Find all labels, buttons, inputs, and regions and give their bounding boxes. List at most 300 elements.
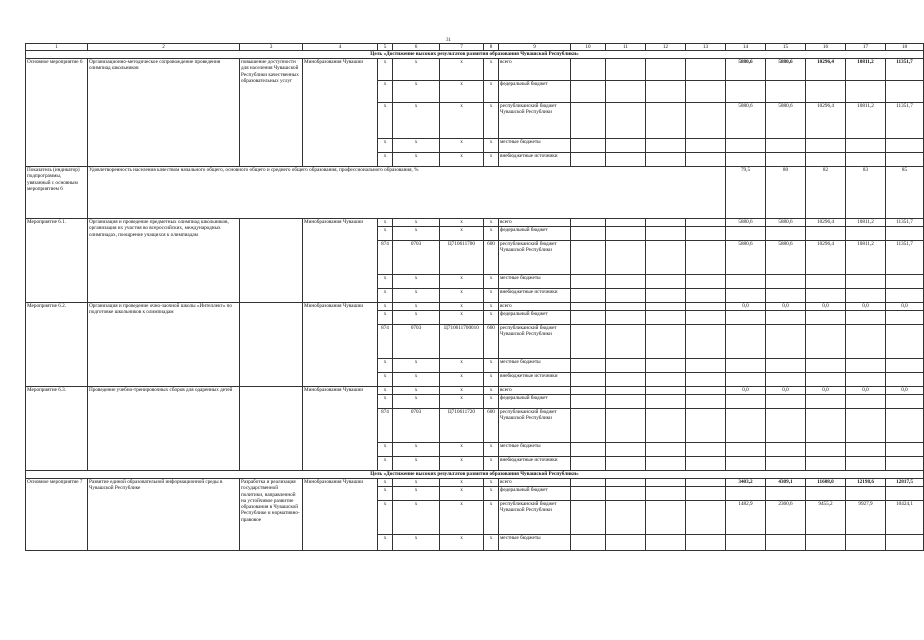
funding-amount	[846, 443, 886, 457]
empty-year-cell	[571, 275, 606, 289]
budget-code: x	[484, 457, 499, 471]
budget-code: x	[378, 479, 393, 487]
empty-year-cell	[686, 457, 726, 471]
funding-amount	[766, 325, 806, 359]
budget-code: x	[440, 487, 484, 501]
funding-source: республиканский бюджет Чувашской Республики	[499, 409, 571, 443]
empty-year-cell	[606, 227, 646, 241]
budget-code: 0703	[393, 325, 440, 359]
budget-code: x	[378, 487, 393, 501]
budget-code: x	[378, 457, 393, 471]
funding-amount: 10296,4	[806, 241, 846, 275]
funding-amount	[726, 81, 766, 103]
budget-code: x	[440, 387, 484, 395]
column-number: 10	[571, 44, 606, 51]
funding-amount	[806, 139, 846, 153]
budget-code: x	[393, 227, 440, 241]
funding-source: федеральный бюджет	[499, 81, 571, 103]
empty-year-cell	[571, 81, 606, 103]
budget-code: x	[378, 443, 393, 457]
finance-row	[26, 219, 924, 227]
funding-amount	[846, 289, 886, 303]
funding-source: местные бюджеты	[499, 535, 571, 551]
indicator-label: Показатель (индикатор) подпрограммы, увязанный с основным мероприятием 6	[26, 167, 88, 219]
funding-amount: 5880,6	[726, 219, 766, 227]
funding-amount	[766, 535, 806, 551]
funding-amount	[766, 359, 806, 373]
funding-amount	[806, 311, 846, 325]
empty-year-cell	[571, 289, 606, 303]
funding-amount: 1482,9	[726, 501, 766, 535]
responsible-executor: Минобразования Чувашии	[303, 479, 378, 551]
budget-code: x	[378, 275, 393, 289]
budget-code: x	[440, 443, 484, 457]
funding-amount: 11351,7	[886, 59, 924, 81]
funding-amount	[846, 457, 886, 471]
budget-code: 874	[378, 409, 393, 443]
funding-amount	[846, 227, 886, 241]
funding-source: республиканский бюджет Чувашской Республики	[499, 501, 571, 535]
budget-code: x	[484, 487, 499, 501]
funding-amount	[846, 535, 886, 551]
budget-code: x	[484, 275, 499, 289]
funding-amount	[846, 409, 886, 443]
funding-amount: 11608,0	[806, 479, 846, 487]
activity-name: Организация и проведение очно-заочной школы «Интеллект» по подготовке школьников к олимпиадам	[88, 303, 240, 387]
funding-amount	[806, 289, 846, 303]
budget-code: 600	[484, 241, 499, 275]
budget-code: x	[484, 443, 499, 457]
budget-code: x	[393, 535, 440, 551]
empty-year-cell	[646, 479, 686, 487]
budget-code: x	[484, 311, 499, 325]
column-number: 2	[88, 44, 240, 51]
empty-year-cell	[606, 443, 646, 457]
funding-amount	[726, 395, 766, 409]
finance-row	[26, 59, 924, 81]
funding-source: всего	[499, 387, 571, 395]
funding-amount: 0,0	[846, 387, 886, 395]
empty-year-cell	[606, 373, 646, 387]
funding-amount: 11351,7	[886, 219, 924, 227]
empty-year-cell	[571, 227, 606, 241]
empty-year-cell	[606, 409, 646, 443]
funding-amount	[766, 395, 806, 409]
budget-code: x	[378, 359, 393, 373]
empty-year-cell	[686, 359, 726, 373]
budget-code: x	[393, 487, 440, 501]
funding-amount: 10811,2	[846, 59, 886, 81]
empty-year-cell	[686, 387, 726, 395]
budget-code: x	[378, 227, 393, 241]
budget-code: x	[440, 219, 484, 227]
funding-amount	[846, 153, 886, 167]
indicator-description: Удовлетворенность населения качеством начального общего, основного общего и среднего общего образования, профессионального образования, %	[88, 167, 726, 219]
funding-amount	[886, 443, 924, 457]
empty-year-cell	[606, 395, 646, 409]
funding-amount	[886, 275, 924, 289]
funding-amount	[806, 373, 846, 387]
column-number: 16	[806, 44, 846, 51]
empty-year-cell	[571, 409, 606, 443]
funding-amount	[726, 227, 766, 241]
activity-goal	[240, 303, 303, 387]
budget-code: Ц710611700010	[440, 325, 484, 359]
funding-amount: 0,0	[806, 303, 846, 311]
funding-amount	[766, 457, 806, 471]
empty-year-cell	[686, 103, 726, 139]
funding-amount: 5880,6	[726, 241, 766, 275]
funding-amount: 9455,2	[806, 501, 846, 535]
budget-code: x	[393, 479, 440, 487]
budget-code: x	[484, 387, 499, 395]
budget-code: 874	[378, 241, 393, 275]
empty-year-cell	[606, 219, 646, 227]
empty-year-cell	[571, 387, 606, 395]
budget-code: x	[484, 303, 499, 311]
page-number: 31	[446, 38, 451, 43]
funding-amount	[806, 227, 846, 241]
indicator-value: 82	[806, 167, 846, 219]
funding-amount	[766, 139, 806, 153]
empty-year-cell	[571, 395, 606, 409]
funding-amount: 3403,2	[726, 479, 766, 487]
empty-year-cell	[571, 487, 606, 501]
funding-amount	[886, 139, 924, 153]
budget-code: x	[393, 103, 440, 139]
goal-row	[26, 51, 924, 59]
activity-goal: Разработка и реализация государственной политики, направленной на устойчивое развитие образования в Чувашской Республике и нормативно-правовое	[240, 479, 303, 551]
responsible-executor: Минобразования Чувашии	[303, 387, 378, 471]
column-number: 11	[606, 44, 646, 51]
funding-amount: 0,0	[766, 303, 806, 311]
funding-source: внебюджетные источники	[499, 289, 571, 303]
budget-code: x	[484, 501, 499, 535]
funding-amount	[726, 289, 766, 303]
empty-year-cell	[686, 479, 726, 487]
budget-code: x	[378, 535, 393, 551]
budget-code: x	[440, 153, 484, 167]
funding-amount: 5880,6	[766, 103, 806, 139]
activity-number: Основное мероприятие 6	[26, 59, 88, 167]
budget-code: x	[440, 359, 484, 373]
funding-amount: 10296,4	[806, 103, 846, 139]
budget-code: x	[440, 139, 484, 153]
funding-amount	[806, 153, 846, 167]
budget-code: x	[393, 395, 440, 409]
column-number: 5	[378, 44, 393, 51]
budget-code: x	[393, 387, 440, 395]
empty-year-cell	[571, 325, 606, 359]
empty-year-cell	[686, 219, 726, 227]
funding-amount: 5880,6	[766, 219, 806, 227]
funding-amount: 2360,6	[766, 501, 806, 535]
empty-year-cell	[686, 139, 726, 153]
activity-number: Основное мероприятие 7	[26, 479, 88, 551]
funding-source: всего	[499, 303, 571, 311]
budget-code: Ц710611700	[440, 241, 484, 275]
empty-year-cell	[646, 241, 686, 275]
funding-amount: 12817,5	[886, 479, 924, 487]
budget-code: x	[440, 535, 484, 551]
budget-code: x	[484, 289, 499, 303]
indicator-value: 85	[886, 167, 924, 219]
funding-amount	[806, 395, 846, 409]
funding-amount	[846, 275, 886, 289]
budget-code: x	[440, 303, 484, 311]
funding-amount	[726, 311, 766, 325]
funding-source: всего	[499, 59, 571, 81]
empty-year-cell	[606, 535, 646, 551]
responsible-executor: Минобразования Чувашии	[303, 59, 378, 167]
funding-amount	[886, 457, 924, 471]
empty-year-cell	[686, 487, 726, 501]
empty-year-cell	[606, 289, 646, 303]
responsible-executor: Минобразования Чувашии	[303, 303, 378, 387]
funding-amount	[766, 289, 806, 303]
empty-year-cell	[606, 387, 646, 395]
funding-amount	[806, 443, 846, 457]
funding-source: республиканский бюджет Чувашской Республики	[499, 325, 571, 359]
column-number: 7	[440, 44, 484, 51]
budget-code: x	[378, 219, 393, 227]
budget-code: x	[484, 139, 499, 153]
budget-code: x	[393, 289, 440, 303]
finance-row	[26, 479, 924, 487]
budget-code: x	[440, 103, 484, 139]
budget-code: x	[378, 81, 393, 103]
budget-code: x	[484, 535, 499, 551]
budget-code: x	[393, 139, 440, 153]
empty-year-cell	[646, 59, 686, 81]
budget-code: x	[440, 395, 484, 409]
empty-year-cell	[686, 81, 726, 103]
empty-year-cell	[646, 275, 686, 289]
empty-year-cell	[686, 275, 726, 289]
empty-year-cell	[646, 289, 686, 303]
funding-amount	[886, 487, 924, 501]
funding-amount: 0,0	[726, 303, 766, 311]
funding-amount	[726, 139, 766, 153]
funding-amount	[846, 139, 886, 153]
budget-code: x	[393, 359, 440, 373]
empty-year-cell	[686, 241, 726, 275]
funding-amount	[846, 395, 886, 409]
budget-code: x	[378, 59, 393, 81]
funding-amount	[806, 325, 846, 359]
funding-amount	[766, 275, 806, 289]
empty-year-cell	[571, 153, 606, 167]
empty-year-cell	[686, 153, 726, 167]
column-number: 3	[240, 44, 303, 51]
empty-year-cell	[686, 59, 726, 81]
budget-code: x	[484, 373, 499, 387]
funding-amount	[846, 359, 886, 373]
funding-amount	[886, 373, 924, 387]
column-number: 9	[499, 44, 571, 51]
empty-year-cell	[646, 359, 686, 373]
funding-amount	[886, 311, 924, 325]
funding-amount	[726, 443, 766, 457]
indicator-row	[26, 167, 924, 219]
budget-code: x	[484, 81, 499, 103]
funding-amount	[846, 81, 886, 103]
activity-goal	[240, 387, 303, 471]
budget-code: x	[484, 153, 499, 167]
budget-code: x	[378, 139, 393, 153]
empty-year-cell	[571, 241, 606, 275]
budget-code: x	[393, 501, 440, 535]
funding-amount: 12198,6	[846, 479, 886, 487]
empty-year-cell	[686, 395, 726, 409]
budget-code: x	[393, 59, 440, 81]
budget-code: x	[440, 373, 484, 387]
funding-amount: 5880,6	[726, 103, 766, 139]
funding-source: федеральный бюджет	[499, 487, 571, 501]
funding-amount	[846, 487, 886, 501]
funding-amount	[886, 395, 924, 409]
funding-amount	[806, 487, 846, 501]
budget-code: x	[393, 443, 440, 457]
empty-year-cell	[571, 373, 606, 387]
budget-code: x	[484, 103, 499, 139]
empty-year-cell	[571, 59, 606, 81]
budget-code: x	[393, 153, 440, 167]
funding-amount	[726, 153, 766, 167]
budget-code: 600	[484, 325, 499, 359]
empty-year-cell	[606, 103, 646, 139]
funding-amount	[806, 81, 846, 103]
funding-amount	[726, 275, 766, 289]
funding-source: федеральный бюджет	[499, 227, 571, 241]
budget-code: x	[440, 59, 484, 81]
funding-amount	[766, 81, 806, 103]
funding-amount: 9927,9	[846, 501, 886, 535]
program-table	[25, 43, 924, 551]
funding-amount: 0,0	[806, 387, 846, 395]
empty-year-cell	[646, 409, 686, 443]
funding-amount	[886, 409, 924, 443]
indicator-value: 83	[846, 167, 886, 219]
funding-amount	[766, 487, 806, 501]
budget-code: x	[484, 479, 499, 487]
funding-amount: 10424,1	[886, 501, 924, 535]
funding-amount	[726, 487, 766, 501]
empty-year-cell	[606, 275, 646, 289]
empty-year-cell	[686, 501, 726, 535]
empty-year-cell	[606, 457, 646, 471]
column-number: 18	[886, 44, 924, 51]
empty-year-cell	[571, 479, 606, 487]
column-number: 12	[646, 44, 686, 51]
empty-year-cell	[646, 325, 686, 359]
funding-amount	[766, 227, 806, 241]
column-number: 4	[303, 44, 378, 51]
funding-amount	[846, 325, 886, 359]
funding-source: федеральный бюджет	[499, 311, 571, 325]
column-number-row	[26, 44, 924, 51]
budget-code: x	[484, 395, 499, 409]
empty-year-cell	[571, 219, 606, 227]
budget-code: x	[378, 303, 393, 311]
funding-amount: 0,0	[846, 303, 886, 311]
funding-amount	[726, 535, 766, 551]
empty-year-cell	[646, 387, 686, 395]
goal-title: Цель «Достижение высоких результатов развития образования Чувашской Республики»	[26, 51, 924, 59]
empty-year-cell	[686, 443, 726, 457]
column-number: 6	[393, 44, 440, 51]
funding-amount	[886, 81, 924, 103]
budget-code: x	[393, 457, 440, 471]
budget-code: x	[440, 311, 484, 325]
funding-source: местные бюджеты	[499, 275, 571, 289]
funding-amount	[846, 311, 886, 325]
funding-amount	[886, 153, 924, 167]
budget-code: x	[484, 359, 499, 373]
funding-amount	[886, 535, 924, 551]
funding-amount	[726, 457, 766, 471]
empty-year-cell	[646, 535, 686, 551]
budget-code: x	[393, 311, 440, 325]
empty-year-cell	[606, 479, 646, 487]
empty-year-cell	[606, 153, 646, 167]
funding-source: местные бюджеты	[499, 359, 571, 373]
funding-amount	[886, 227, 924, 241]
empty-year-cell	[606, 59, 646, 81]
budget-code: x	[393, 373, 440, 387]
budget-code: x	[378, 501, 393, 535]
empty-year-cell	[606, 311, 646, 325]
funding-amount	[766, 409, 806, 443]
budget-code: x	[484, 59, 499, 81]
column-number: 17	[846, 44, 886, 51]
funding-amount	[806, 409, 846, 443]
empty-year-cell	[646, 103, 686, 139]
funding-amount: 0,0	[766, 387, 806, 395]
funding-amount	[766, 153, 806, 167]
empty-year-cell	[646, 395, 686, 409]
funding-amount: 5880,6	[766, 59, 806, 81]
budget-code: x	[378, 153, 393, 167]
goal-title: Цель «Достижение высоких результатов развития образования Чувашской Республики»	[26, 471, 924, 479]
budget-code: 0703	[393, 241, 440, 275]
funding-amount: 11351,7	[886, 103, 924, 139]
funding-amount: 0,0	[726, 387, 766, 395]
empty-year-cell	[606, 81, 646, 103]
empty-year-cell	[646, 303, 686, 311]
column-number: 15	[766, 44, 806, 51]
funding-amount	[766, 443, 806, 457]
finance-row	[26, 387, 924, 395]
funding-source: местные бюджеты	[499, 443, 571, 457]
budget-code: x	[378, 395, 393, 409]
funding-amount	[806, 359, 846, 373]
empty-year-cell	[571, 443, 606, 457]
empty-year-cell	[686, 325, 726, 359]
funding-amount	[726, 373, 766, 387]
empty-year-cell	[571, 103, 606, 139]
funding-source: республиканский бюджет Чувашской Республики	[499, 103, 571, 139]
funding-amount	[726, 409, 766, 443]
empty-year-cell	[686, 535, 726, 551]
empty-year-cell	[646, 501, 686, 535]
funding-amount: 10811,2	[846, 241, 886, 275]
funding-amount	[726, 359, 766, 373]
responsible-executor: Минобразования Чувашии	[303, 219, 378, 303]
activity-goal	[240, 219, 303, 303]
activity-number: Мероприятие 6.1.	[26, 219, 88, 303]
budget-code: x	[378, 289, 393, 303]
